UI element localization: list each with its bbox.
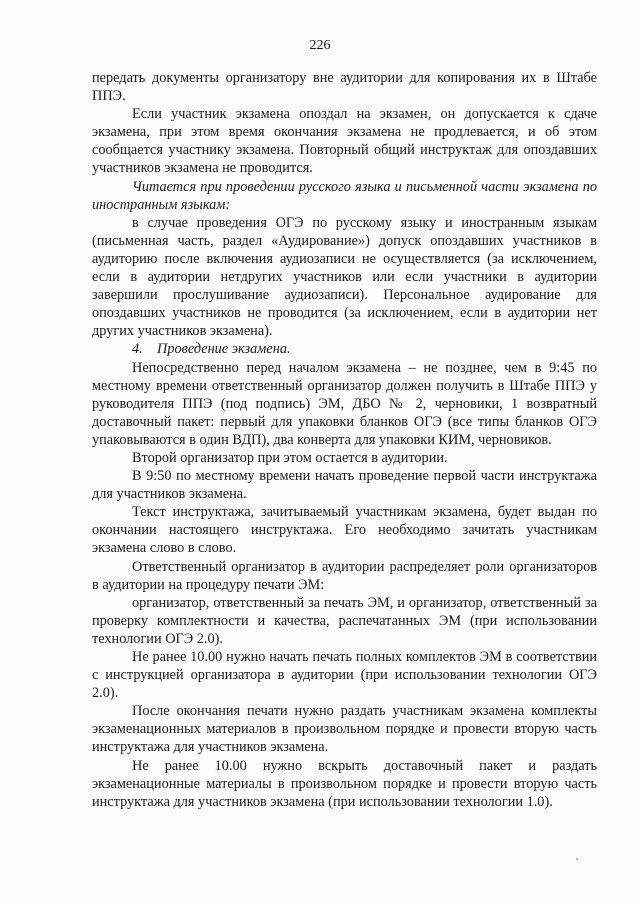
section-heading: 4. Проведение экзамена.: [132, 341, 291, 358]
paragraph: После окончания печати нужно раздать участникам экзамена комплекты экзаменационных материалов в произвольном порядке и провести вторую часть инструктажа для участников экзамена.: [92, 703, 597, 756]
page-number: 226: [309, 38, 331, 53]
italic-note: Читается при проведении русского языка и письменной части экзамена по иностранным языкам:: [92, 178, 597, 213]
paragraph: В 9:50 по местному времени начать проведение первой части инструктажа для участников экзамена.: [92, 468, 597, 503]
document-body: [92, 69, 597, 811]
paragraph: в случае проведения ОГЭ по русскому языку и иностранным языкам (письменная часть, раздел «Аудирование») допуск опоздавших участников в аудиторию после включения аудиозаписи не осуществляется (за исключением, если в аудитории нетдругих участников или если участники в аудитории завершили прослушивание аудиозаписи). Персональное аудирование для опоздавших участников не проводится (за исключением, если в аудитории нет других участников экзамена).: [92, 214, 597, 340]
paragraph: организатор, ответственный за печать ЭМ, и организатор, ответственный за проверку комплектности и качества, распечатанных ЭМ (при использовании технологии ОГЭ 2.0).: [92, 594, 597, 647]
paragraph: передать документы организатору вне аудитории для копирования их в Штабе ППЭ.: [92, 70, 597, 105]
paragraph: Второй организатор при этом остается в аудитории.: [132, 449, 448, 466]
paragraph: Непосредственно перед началом экзамена – не позднее, чем в 9:45 по местному времени ответственный организатор должен получить в Штабе ППЭ у руководителя ППЭ (под подпись) ЭМ, ДБО № 2, черновики, 1 возвратный доставочный пакет: первый для упаковки бланков ОГЭ (все типы бланков ОГЭ упаковываются в один ВДП), два конверта для упаковки КИМ, черновиков.: [92, 359, 597, 448]
paragraph: Если участник экзамена опоздал на экзамен, он допускается к сдаче экзамена, при этом время окончания экзамена не продлевается, и об этом сообщается участнику экзамена. Повторный общий инструктаж для опоздавших участников экзамена не проводится.: [92, 106, 597, 177]
scan-speck: [576, 858, 578, 860]
paragraph: Ответственный организатор в аудитории распределяет роли организаторов в аудитории на процедуру печати ЭМ:: [92, 558, 597, 593]
paragraph: Не ранее 10.00 нужно начать печать полных комплектов ЭМ в соответствии с инструкцией организатора в аудитории (при использовании технологии ОГЭ 2.0).: [92, 649, 597, 702]
paragraph: Текст инструктажа, зачитываемый участникам экзамена, будет выдан по окончании настоящего инструктажа. Его необходимо зачитать участникам экзамена слово в слово.: [92, 504, 597, 557]
paragraph: Не ранее 10.00 нужно вскрыть доставочный пакет и раздать экзаменационные материалы в произвольном порядке и провести вторую часть инструктажа для участников экзамена (при использовании технологии 1.0).: [92, 757, 597, 810]
